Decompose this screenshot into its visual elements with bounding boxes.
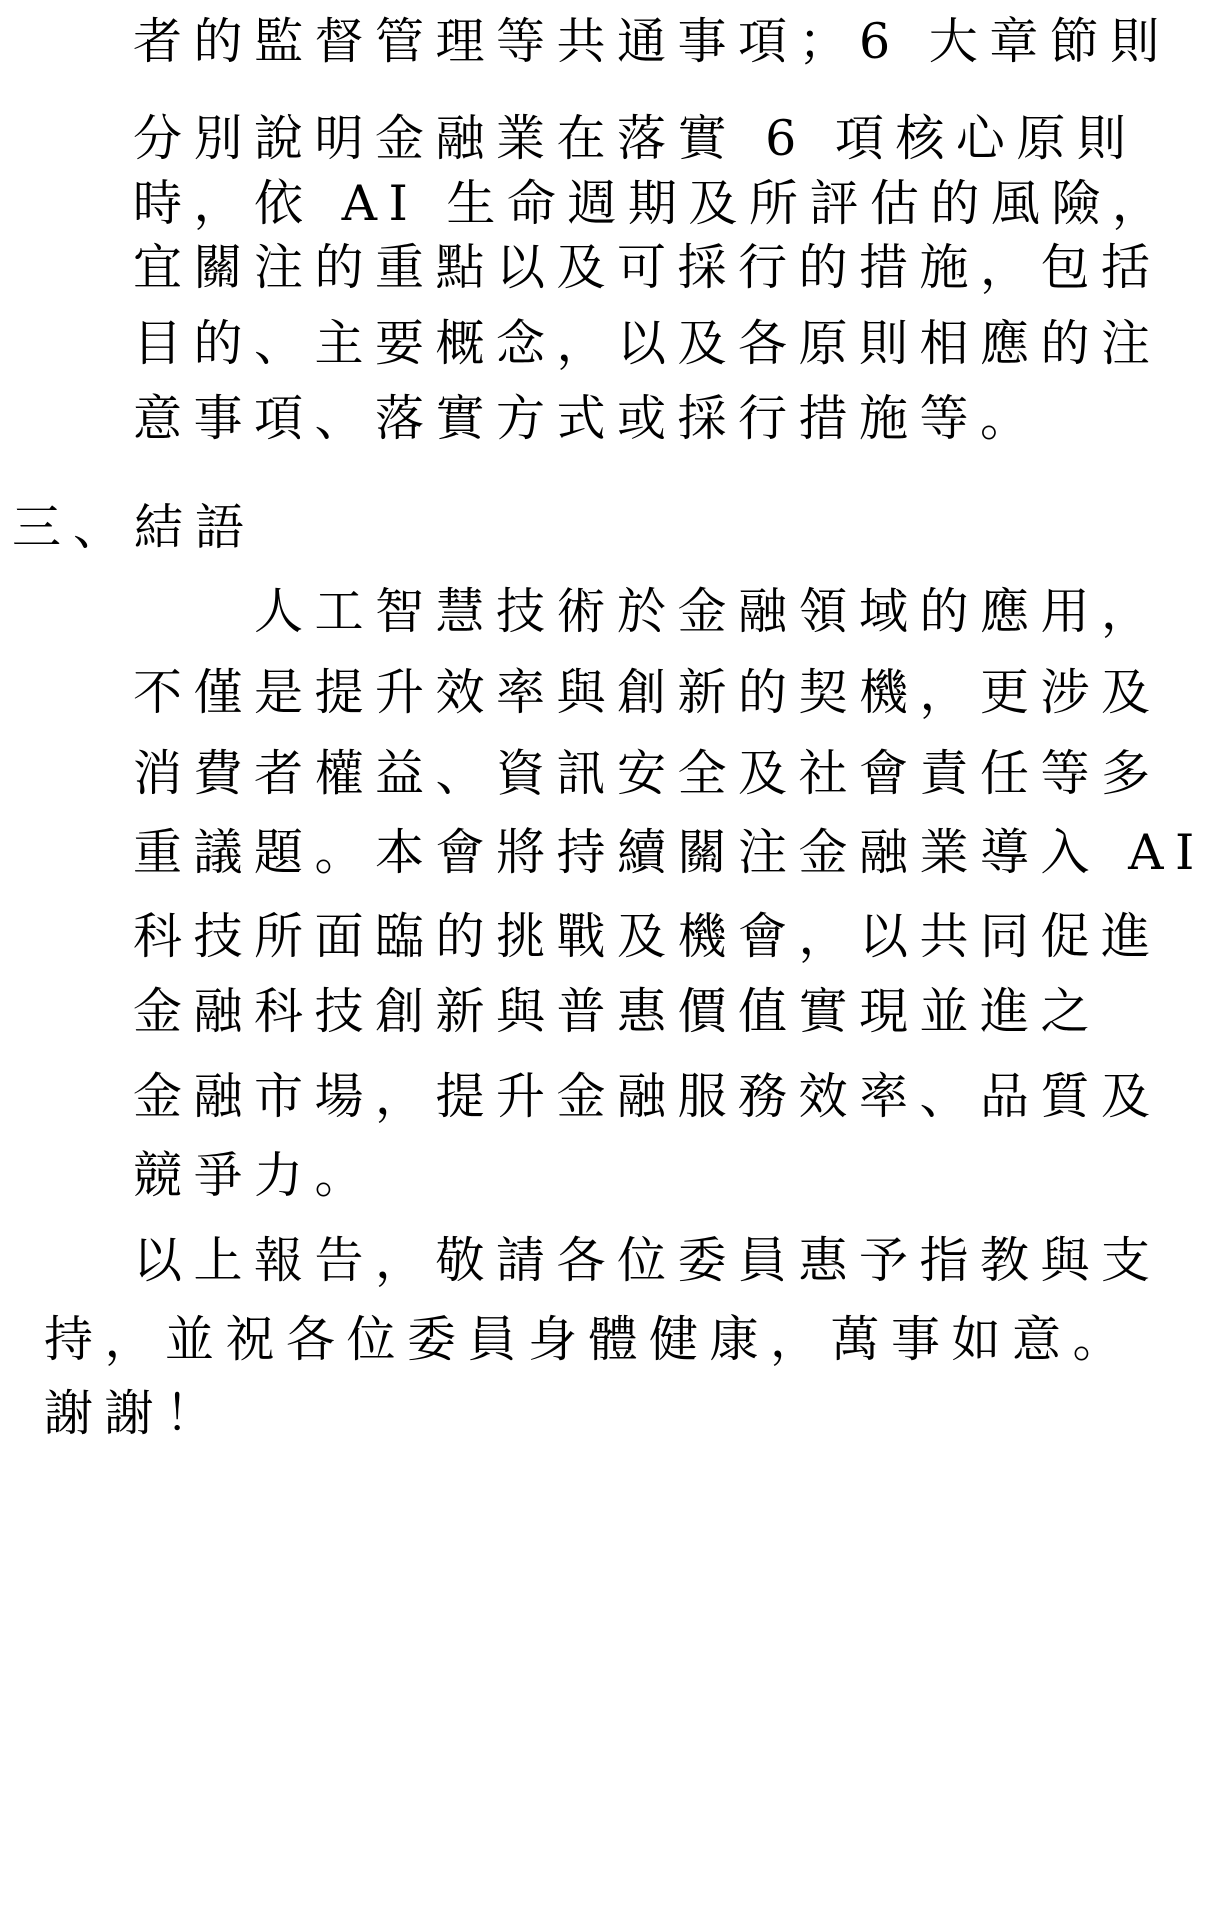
text-line: 金融市場，提升金融服務效率、品質及 (133, 1068, 1162, 1125)
text-line: 目的、主要概念，以及各原則相應的注 (133, 315, 1162, 372)
text-line: 持，並祝各位委員身體健康，萬事如意。 (44, 1311, 1134, 1368)
text-line: 金融科技創新與普惠價值實現並進之 (133, 983, 1102, 1040)
text-line: 宜關注的重點以及可採行的措施，包括 (133, 239, 1162, 296)
text-line: 以上報告，敬請各位委員惠予指教與支 (133, 1232, 1162, 1289)
text-line: 者的監督管理等共通事項；6 大章節則 (133, 13, 1171, 70)
text-line: 科技所面臨的挑戰及機會，以共同促進 (133, 908, 1162, 965)
text-line: 謝謝！ (44, 1385, 226, 1442)
text-line: 重議題。本會將持續關注金融業導入 AI (133, 824, 1206, 881)
text-line: 人工智慧技術於金融領域的應用， (254, 583, 1162, 640)
text-line: 競爭力。 (133, 1147, 376, 1204)
section-heading: 三、結語 (12, 499, 257, 556)
text-line: 分別說明金融業在落實 6 項核心原則 (133, 110, 1138, 167)
text-line: 消費者權益、資訊安全及社會責任等多 (133, 745, 1162, 802)
text-line: 意事項、落實方式或採行措施等。 (133, 390, 1041, 447)
text-line: 不僅是提升效率與創新的契機，更涉及 (133, 664, 1162, 721)
text-line: 時，依 AI 生命週期及所評估的風險， (133, 175, 1173, 232)
